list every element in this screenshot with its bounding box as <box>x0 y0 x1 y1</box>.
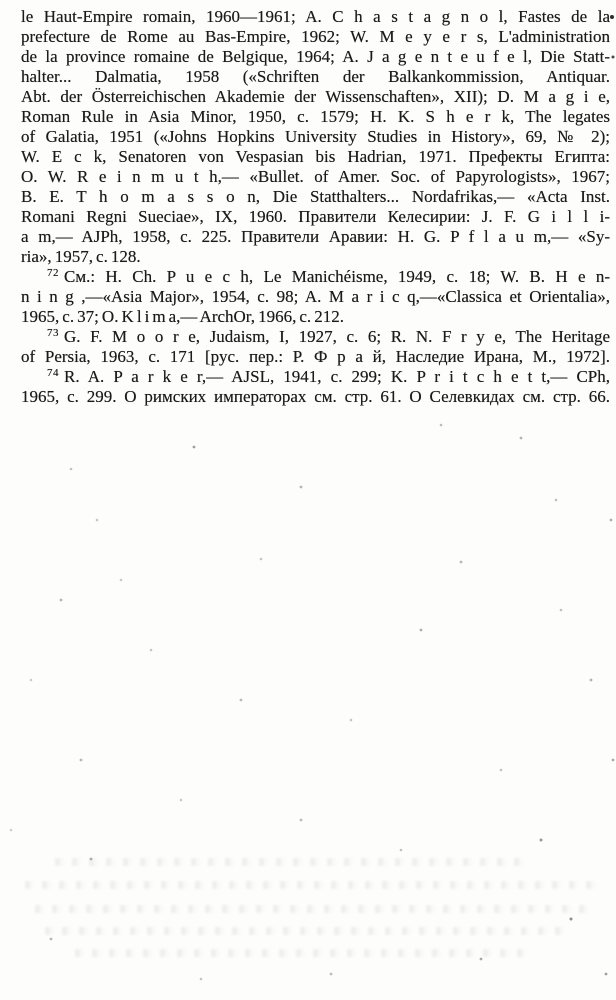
scan-bleedthrough-line <box>35 905 590 913</box>
text-line: ria», 1957, c. 128. <box>21 247 141 266</box>
scan-speckles <box>0 0 2 2</box>
text-line: 1965, c. 299. О римских императорах см. стр. 61. О Селевкидах см. стр. 66. <box>21 387 610 406</box>
text-line: n i n g ,—«Asia Major», 1954, c. 98; A. M a r i c q,—«Classica et Orientalia», <box>21 287 610 306</box>
text-line: le Haut-Empire romain, 1960—1961; A. C h a s t a g n o l, Fastes de la <box>21 7 610 26</box>
text-line <box>21 267 610 287</box>
text-line: de la province romaine de Belgique, 1964; A. J a g e n t e u f e l, Die Statt- <box>21 47 610 66</box>
text-line: W. E c k, Senatoren von Vespasian bis Hadrian, 1971. Префекты Египта: <box>21 147 610 166</box>
text-line: O. W. R e i n m u t h,— «Bullet. of Amer. Soc. of Papyrologists», 1967; <box>21 167 610 186</box>
footnote-marker-73: 73 <box>47 327 59 339</box>
footnote-text: R. A. P a r k e r,— AJSL, 1941, c. 299; K. P r i t c h e t t,— CPh, <box>64 367 610 386</box>
footnote-72 <box>21 267 610 327</box>
text-line: Romani Regni Sueciae», IX, 1960. Правители Келесирии: J. F. G i l l i- <box>21 207 610 226</box>
footnote-73 <box>21 327 610 367</box>
scan-bleedthrough-line <box>45 927 565 935</box>
text-line: 1965, c. 37; O. K l i m a,— ArchOr, 1966, c. 212. <box>21 307 344 326</box>
footnote-marker-74: 74 <box>47 367 59 379</box>
bibliography-paragraph <box>21 7 610 267</box>
text-line <box>21 327 610 347</box>
text-line: prefecture de Rome au Bas-Empire, 1962; W. M e y e r s, L'administration <box>21 27 610 46</box>
text-line: of Persia, 1963, c. 171 [рус. пер.: Р. Ф р а й, Наследие Ирана, М., 1972]. <box>21 347 610 366</box>
text-line: halter... Dalmatia, 1958 («Schriften der Balkankommission, Antiquar. <box>21 67 610 86</box>
text-line: Roman Rule in Asia Minor, 1950, c. 1579; H. K. S h e r k, The legates <box>21 107 610 126</box>
text-line <box>21 367 610 387</box>
scan-bleedthrough-line <box>55 858 525 866</box>
text-line: Abt. der Österreichischen Akademie der Wissenschaften», XII); D. M a g i e, <box>21 87 610 106</box>
scan-bleedthrough-line <box>75 949 525 957</box>
footnote-marker-72: 72 <box>47 267 59 279</box>
footnote-74 <box>21 367 610 407</box>
footnote-text: G. F. M o o r e, Judaism, I, 1927, c. 6; R. N. F r y e, The Heritage <box>64 327 610 346</box>
text-line: a m,— AJPh, 1958, c. 225. Правители Аравии: H. G. P f l a u m,— «Sy- <box>21 227 610 246</box>
scan-bleedthrough-line <box>25 881 600 889</box>
text-line: of Galatia, 1951 («Johns Hopkins University Studies in History», 69, № 2); <box>21 127 610 146</box>
page-text <box>21 7 610 407</box>
footnote-text: См.: H. Ch. P u e c h, Le Manichéisme, 1949, c. 18; W. B. H e n- <box>64 267 610 286</box>
text-line: B. E. T h o m a s s o n, Die Statthalters... Nordafrikas,— «Acta Inst. <box>21 187 610 206</box>
